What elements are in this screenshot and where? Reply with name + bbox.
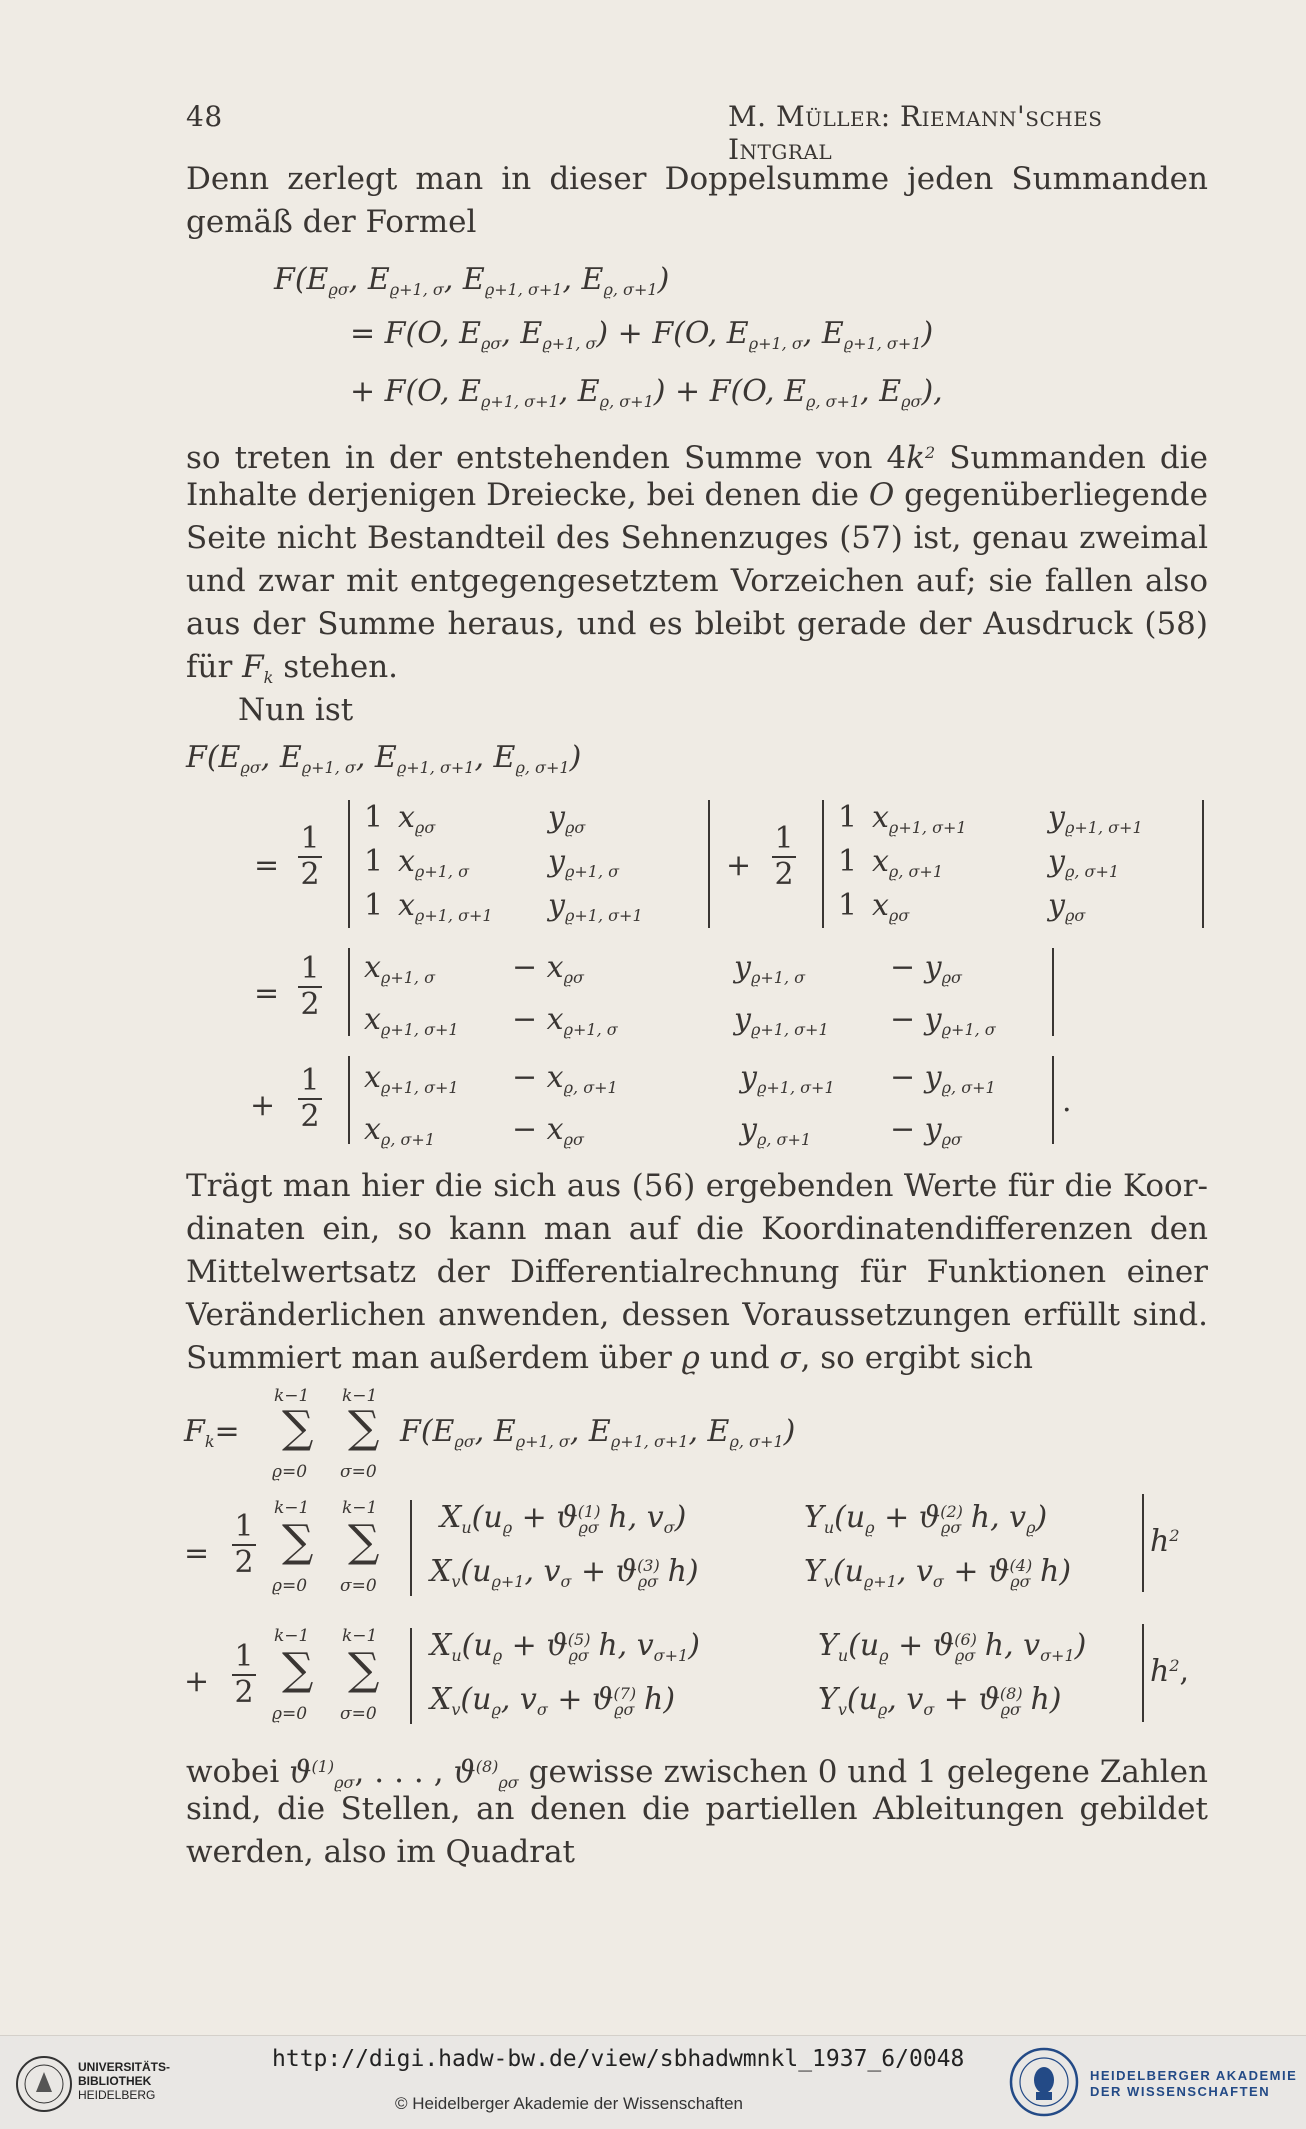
para1-line1: Denn zerlegt man in dieser Doppelsumme jeden Summanden bbox=[186, 161, 1208, 197]
sum5-lower: ϱ=0 bbox=[272, 1704, 308, 1724]
plus-sign-1: + bbox=[726, 848, 752, 883]
para2-line6-sub: k bbox=[263, 668, 274, 687]
sum2-upper: k−1 bbox=[342, 1386, 378, 1406]
det4-r2c1: $x_{ϱ, \sigma+1}$ bbox=[364, 1112, 436, 1149]
det2-r3c2: $x_{ϱ\sigma}$ bbox=[872, 888, 910, 925]
det1-r1c3: $y_{ϱ\sigma}$ bbox=[548, 800, 586, 837]
formula1-line3: + F(O, $E_{ϱ+1, \sigma+1}$, $E_{ϱ, \sigma+1}) + F(O$, $E_{ϱ, \sigma+1}$, $E_{ϱ\sigma}$), bbox=[350, 374, 943, 411]
det5-r2c2: $Y_v(u_{ϱ+1}$, $v_\sigma + ϑ^{(4)}_{ϱ\sigma}$ h) bbox=[804, 1554, 1072, 1591]
sum3-upper: k−1 bbox=[274, 1498, 310, 1518]
academy-line1: HEIDELBERGER AKADEMIE bbox=[1090, 2068, 1298, 2083]
para3-line5-post: , so ergibt sich bbox=[800, 1340, 1033, 1376]
sum-sign-4: ∑ bbox=[348, 1516, 380, 1567]
para3-line5-pre: Summiert man außerdem über bbox=[186, 1340, 682, 1376]
para2-line1-sup: 2 bbox=[925, 443, 936, 462]
det6-left-bar bbox=[410, 1628, 412, 1724]
sum-sign-1: ∑ bbox=[282, 1402, 314, 1453]
det4-right-bar bbox=[1052, 1056, 1054, 1144]
sum1-lower: ϱ=0 bbox=[272, 1462, 308, 1482]
det2-r2c2: $x_{ϱ, \sigma+1}$ bbox=[872, 844, 944, 881]
sum4-lower: σ=0 bbox=[340, 1576, 377, 1596]
university-library-wordmark bbox=[78, 2060, 170, 2102]
formula2-period: . bbox=[1062, 1084, 1072, 1119]
h-squared-2: $h^2$, bbox=[1150, 1654, 1190, 1689]
sum2-lower: σ=0 bbox=[340, 1462, 377, 1482]
det1-r2c1: 1 bbox=[364, 844, 384, 879]
det4-r2c2: − $x_{ϱ\sigma}$ bbox=[512, 1112, 584, 1149]
sum-sign-6: ∑ bbox=[348, 1644, 380, 1695]
plus-sign-2: + bbox=[250, 1088, 276, 1123]
academy-seal-icon bbox=[1008, 2046, 1080, 2118]
det2-r1c1: 1 bbox=[838, 800, 858, 835]
sum1-upper: k−1 bbox=[274, 1386, 310, 1406]
det2-r3c3: $y_{ϱ\sigma}$ bbox=[1048, 888, 1086, 925]
para4-line3: werden, also im Quadrat bbox=[186, 1834, 576, 1870]
det2-r2c3: $y_{ϱ, \sigma+1}$ bbox=[1048, 844, 1120, 881]
library-line2: BIBLIOTHEK bbox=[78, 2074, 152, 2088]
para2-line1 bbox=[186, 431, 1208, 480]
det3-right-bar bbox=[1052, 948, 1054, 1036]
formula2-lhs: $F(E_{ϱ\sigma}$, $E_{ϱ+1, \sigma}$, $E_{ϱ+1, \sigma+1}$, $E_{ϱ, \sigma+1}$) bbox=[186, 740, 582, 777]
det6-r2c1: $X_v(u_ϱ$, $v_\sigma + ϑ^{(7)}_{ϱ\sigma}$ h) bbox=[430, 1682, 676, 1719]
para2-line3: Seite nicht Bestandteil des Sehnenzuges (57) ist, genau zweimal bbox=[186, 520, 1208, 556]
fraction-half-3: 1 2 bbox=[298, 952, 322, 1022]
para2-line7: Nun ist bbox=[238, 692, 354, 728]
fraction-half-6: 1 2 bbox=[232, 1640, 256, 1710]
det4-r2c3: $y_{ϱ, \sigma+1}$ bbox=[740, 1112, 812, 1149]
para4-line1-pre: wobei bbox=[186, 1754, 290, 1790]
formula1-line2: = F(O, $E_{ϱ\sigma}$, $E_{ϱ+1, \sigma}) + F(O$, $E_{ϱ+1, \sigma}$, $E_{ϱ+1, \sigma+1}$) bbox=[350, 316, 934, 353]
para2-line1-pre: so treten in der entstehenden Summe von 4 bbox=[186, 440, 907, 476]
det2-left-bar bbox=[822, 800, 824, 928]
det3-r1c2: − $x_{ϱ\sigma}$ bbox=[512, 950, 584, 987]
det6-r1c1: $X_u(u_ϱ + ϑ^{(5)}_{ϱ\sigma}$ h, $v_{\sigma+1}$) bbox=[430, 1628, 700, 1665]
sum-sign-3: ∑ bbox=[282, 1516, 314, 1567]
theta-8: ϑ bbox=[453, 1754, 476, 1790]
Fk-summand: $F(E_{ϱ\sigma}$, $E_{ϱ+1, \sigma}$, $E_{ϱ+1, \sigma+1}$, $E_{ϱ, \sigma+1}$) bbox=[400, 1414, 796, 1451]
det3-r2c2: − $x_{ϱ+1, \sigma}$ bbox=[512, 1002, 618, 1039]
university-library-seal-icon bbox=[14, 2054, 74, 2114]
para3-line4: Veränderlichen anwenden, dessen Voraussetzungen erfüllt sind. bbox=[186, 1297, 1208, 1333]
det6-r2c2: $Y_v(u_ϱ$, $v_\sigma + ϑ^{(8)}_{ϱ\sigma}$ h) bbox=[818, 1682, 1062, 1719]
theta-8-sup: (8) bbox=[475, 1757, 499, 1776]
para3-line5-mid: und bbox=[699, 1340, 780, 1376]
det1-r3c2: $x_{ϱ+1, \sigma+1}$ bbox=[398, 888, 493, 925]
formula1-line1: $F(E_{ϱ\sigma}$, $E_{ϱ+1, \sigma}$, $E_{ϱ+1, \sigma+1}$, $E_{ϱ, \sigma+1}$) bbox=[274, 262, 670, 299]
fraction-half-2: 1 2 bbox=[772, 822, 796, 892]
det1-r3c1: 1 bbox=[364, 888, 384, 923]
para3-line2: dinaten ein, so kann man auf die Koordinatendifferenzen den bbox=[186, 1211, 1208, 1247]
fraction-half-5: 1 2 bbox=[232, 1510, 256, 1580]
sum-sign-2: ∑ bbox=[348, 1402, 380, 1453]
plus-sign-3: + bbox=[184, 1664, 210, 1699]
para3-sigma: σ bbox=[779, 1340, 801, 1376]
det5-r2c1: $X_v(u_{ϱ+1}$, $v_\sigma + ϑ^{(3)}_{ϱ\sigma}$ h) bbox=[430, 1554, 699, 1591]
para2-line1-post: Summanden die bbox=[935, 440, 1208, 476]
theta-1-sub: ϱσ bbox=[334, 1773, 355, 1792]
running-title-rest: : Riemann'sches Intgral bbox=[728, 100, 1103, 166]
running-title bbox=[728, 100, 1208, 166]
fraction-half-1: 1 2 bbox=[298, 822, 322, 892]
academy-line2: DER WISSENSCHAFTEN bbox=[1090, 2084, 1271, 2099]
det1-left-bar bbox=[348, 800, 350, 928]
equals-sign-2: = bbox=[254, 976, 280, 1011]
sum3-lower: ϱ=0 bbox=[272, 1576, 308, 1596]
library-line1: UNIVERSITÄTS- bbox=[78, 2060, 171, 2074]
det6-r1c2: $Y_u(u_ϱ + ϑ^{(6)}_{ϱ\sigma}$ h, $v_{\sigma+1}$) bbox=[818, 1628, 1087, 1665]
para1-line2: gemäß der Formel bbox=[186, 204, 477, 240]
det1-r1c2: $x_{ϱ\sigma}$ bbox=[398, 800, 436, 837]
det4-r1c4: − $y_{ϱ, \sigma+1}$ bbox=[890, 1060, 996, 1097]
det3-r2c3: $y_{ϱ+1, \sigma+1}$ bbox=[734, 1002, 829, 1039]
para3-rho: ϱ bbox=[681, 1340, 700, 1376]
equals-sign-1: = bbox=[254, 848, 280, 883]
det3-r2c4: − $y_{ϱ+1, \sigma}$ bbox=[890, 1002, 996, 1039]
det3-left-bar bbox=[348, 948, 350, 1036]
sum4-upper: k−1 bbox=[342, 1498, 378, 1518]
equals-sign-3: = bbox=[184, 1536, 210, 1571]
det3-r1c1: $x_{ϱ+1, \sigma}$ bbox=[364, 950, 436, 987]
para2-line6-var: F bbox=[242, 649, 264, 685]
det2-r3c1: 1 bbox=[838, 888, 858, 923]
fraction-half-4: 1 2 bbox=[298, 1064, 322, 1134]
det5-r1c2: $Y_u(u_ϱ + ϑ^{(2)}_{ϱ\sigma}$ h, $v_ϱ$) bbox=[804, 1500, 1048, 1537]
page-number: 48 bbox=[186, 100, 223, 133]
det1-r2c3: $y_{ϱ+1, \sigma}$ bbox=[548, 844, 620, 881]
library-line3: HEIDELBERG bbox=[78, 2088, 156, 2102]
para4-dots: , . . . , bbox=[354, 1754, 454, 1790]
det2-r2c1: 1 bbox=[838, 844, 858, 879]
copyright-notice: © Heidelberger Akademie der Wissenschaften bbox=[395, 2094, 743, 2113]
det5-left-bar bbox=[410, 1500, 412, 1596]
det3-r1c4: − $y_{ϱ\sigma}$ bbox=[890, 950, 962, 987]
det4-r2c4: − $y_{ϱ\sigma}$ bbox=[890, 1112, 962, 1149]
det4-r1c3: $y_{ϱ+1, \sigma+1}$ bbox=[740, 1060, 835, 1097]
footer-bar bbox=[0, 2035, 1306, 2129]
det5-r1c1: $X_u(u_ϱ + ϑ^{(1)}_{ϱ\sigma}$ h, $v_\sigma$) bbox=[440, 1500, 687, 1537]
sum-sign-5: ∑ bbox=[282, 1644, 314, 1695]
para2-line4: und zwar mit entgegengesetztem Vorzeichen auf; sie fallen also bbox=[186, 563, 1208, 599]
sum6-upper: k−1 bbox=[342, 1626, 378, 1646]
det1-r2c2: $x_{ϱ+1, \sigma}$ bbox=[398, 844, 470, 881]
para2-line6-post: stehen. bbox=[273, 649, 399, 685]
para2-line2 bbox=[186, 474, 1208, 517]
det4-r1c2: − $x_{ϱ, \sigma+1}$ bbox=[512, 1060, 618, 1097]
det1-right-bar bbox=[708, 800, 710, 928]
para3-line3: Mittelwertsatz der Differentialrechnung für Funktionen einer bbox=[186, 1254, 1208, 1290]
source-url-link[interactable]: http://digi.hadw-bw.de/view/sbhadwmnkl_1937_6/0048 bbox=[272, 2046, 965, 2072]
det3-r2c1: $x_{ϱ+1, \sigma+1}$ bbox=[364, 1002, 459, 1039]
para2-line2-var: O bbox=[868, 477, 895, 513]
para4-line2: sind, die Stellen, an denen die partiellen Ableitungen gebildet bbox=[186, 1791, 1208, 1827]
para2-line1-var: k bbox=[906, 440, 926, 476]
det4-left-bar bbox=[348, 1056, 350, 1144]
sum5-upper: k−1 bbox=[274, 1626, 310, 1646]
theta-1: ϑ bbox=[289, 1754, 312, 1790]
det2-r1c2: $x_{ϱ+1, \sigma+1}$ bbox=[872, 800, 967, 837]
h-squared-1: $h^2$ bbox=[1150, 1524, 1180, 1559]
running-title-author: M. Müller bbox=[728, 100, 881, 133]
sum6-lower: σ=0 bbox=[340, 1704, 377, 1724]
para2-line2-post: gegenüberliegende bbox=[894, 477, 1208, 513]
det6-right-bar bbox=[1142, 1624, 1144, 1722]
para3-line5 bbox=[186, 1337, 1033, 1380]
det2-r1c3: $y_{ϱ+1, \sigma+1}$ bbox=[1048, 800, 1143, 837]
det3-r1c3: $y_{ϱ+1, \sigma}$ bbox=[734, 950, 806, 987]
para3-line1: Trägt man hier die sich aus (56) ergebenden Werte für die Koor- bbox=[186, 1168, 1208, 1204]
para2-line6-pre: für bbox=[186, 649, 243, 685]
para2-line2-pre: Inhalte derjenigen Dreiecke, bei denen die bbox=[186, 477, 869, 513]
theta-1-sup: (1) bbox=[311, 1757, 335, 1776]
det4-r1c1: $x_{ϱ+1, \sigma+1}$ bbox=[364, 1060, 459, 1097]
para4-line1-post: gewisse zwischen 0 und 1 gelegene Zahlen bbox=[518, 1754, 1208, 1790]
academy-wordmark bbox=[1090, 2068, 1297, 2100]
det5-right-bar bbox=[1142, 1494, 1144, 1592]
det2-right-bar bbox=[1202, 800, 1204, 928]
theta-8-sub: ϱσ bbox=[498, 1773, 519, 1792]
para2-line5: aus der Summe heraus, und es bleibt gerade der Ausdruck (58) bbox=[186, 606, 1208, 642]
det1-r3c3: $y_{ϱ+1, \sigma+1}$ bbox=[548, 888, 643, 925]
Fk-lhs: $F_k=$ bbox=[184, 1414, 240, 1451]
det1-r1c1: 1 bbox=[364, 800, 384, 835]
